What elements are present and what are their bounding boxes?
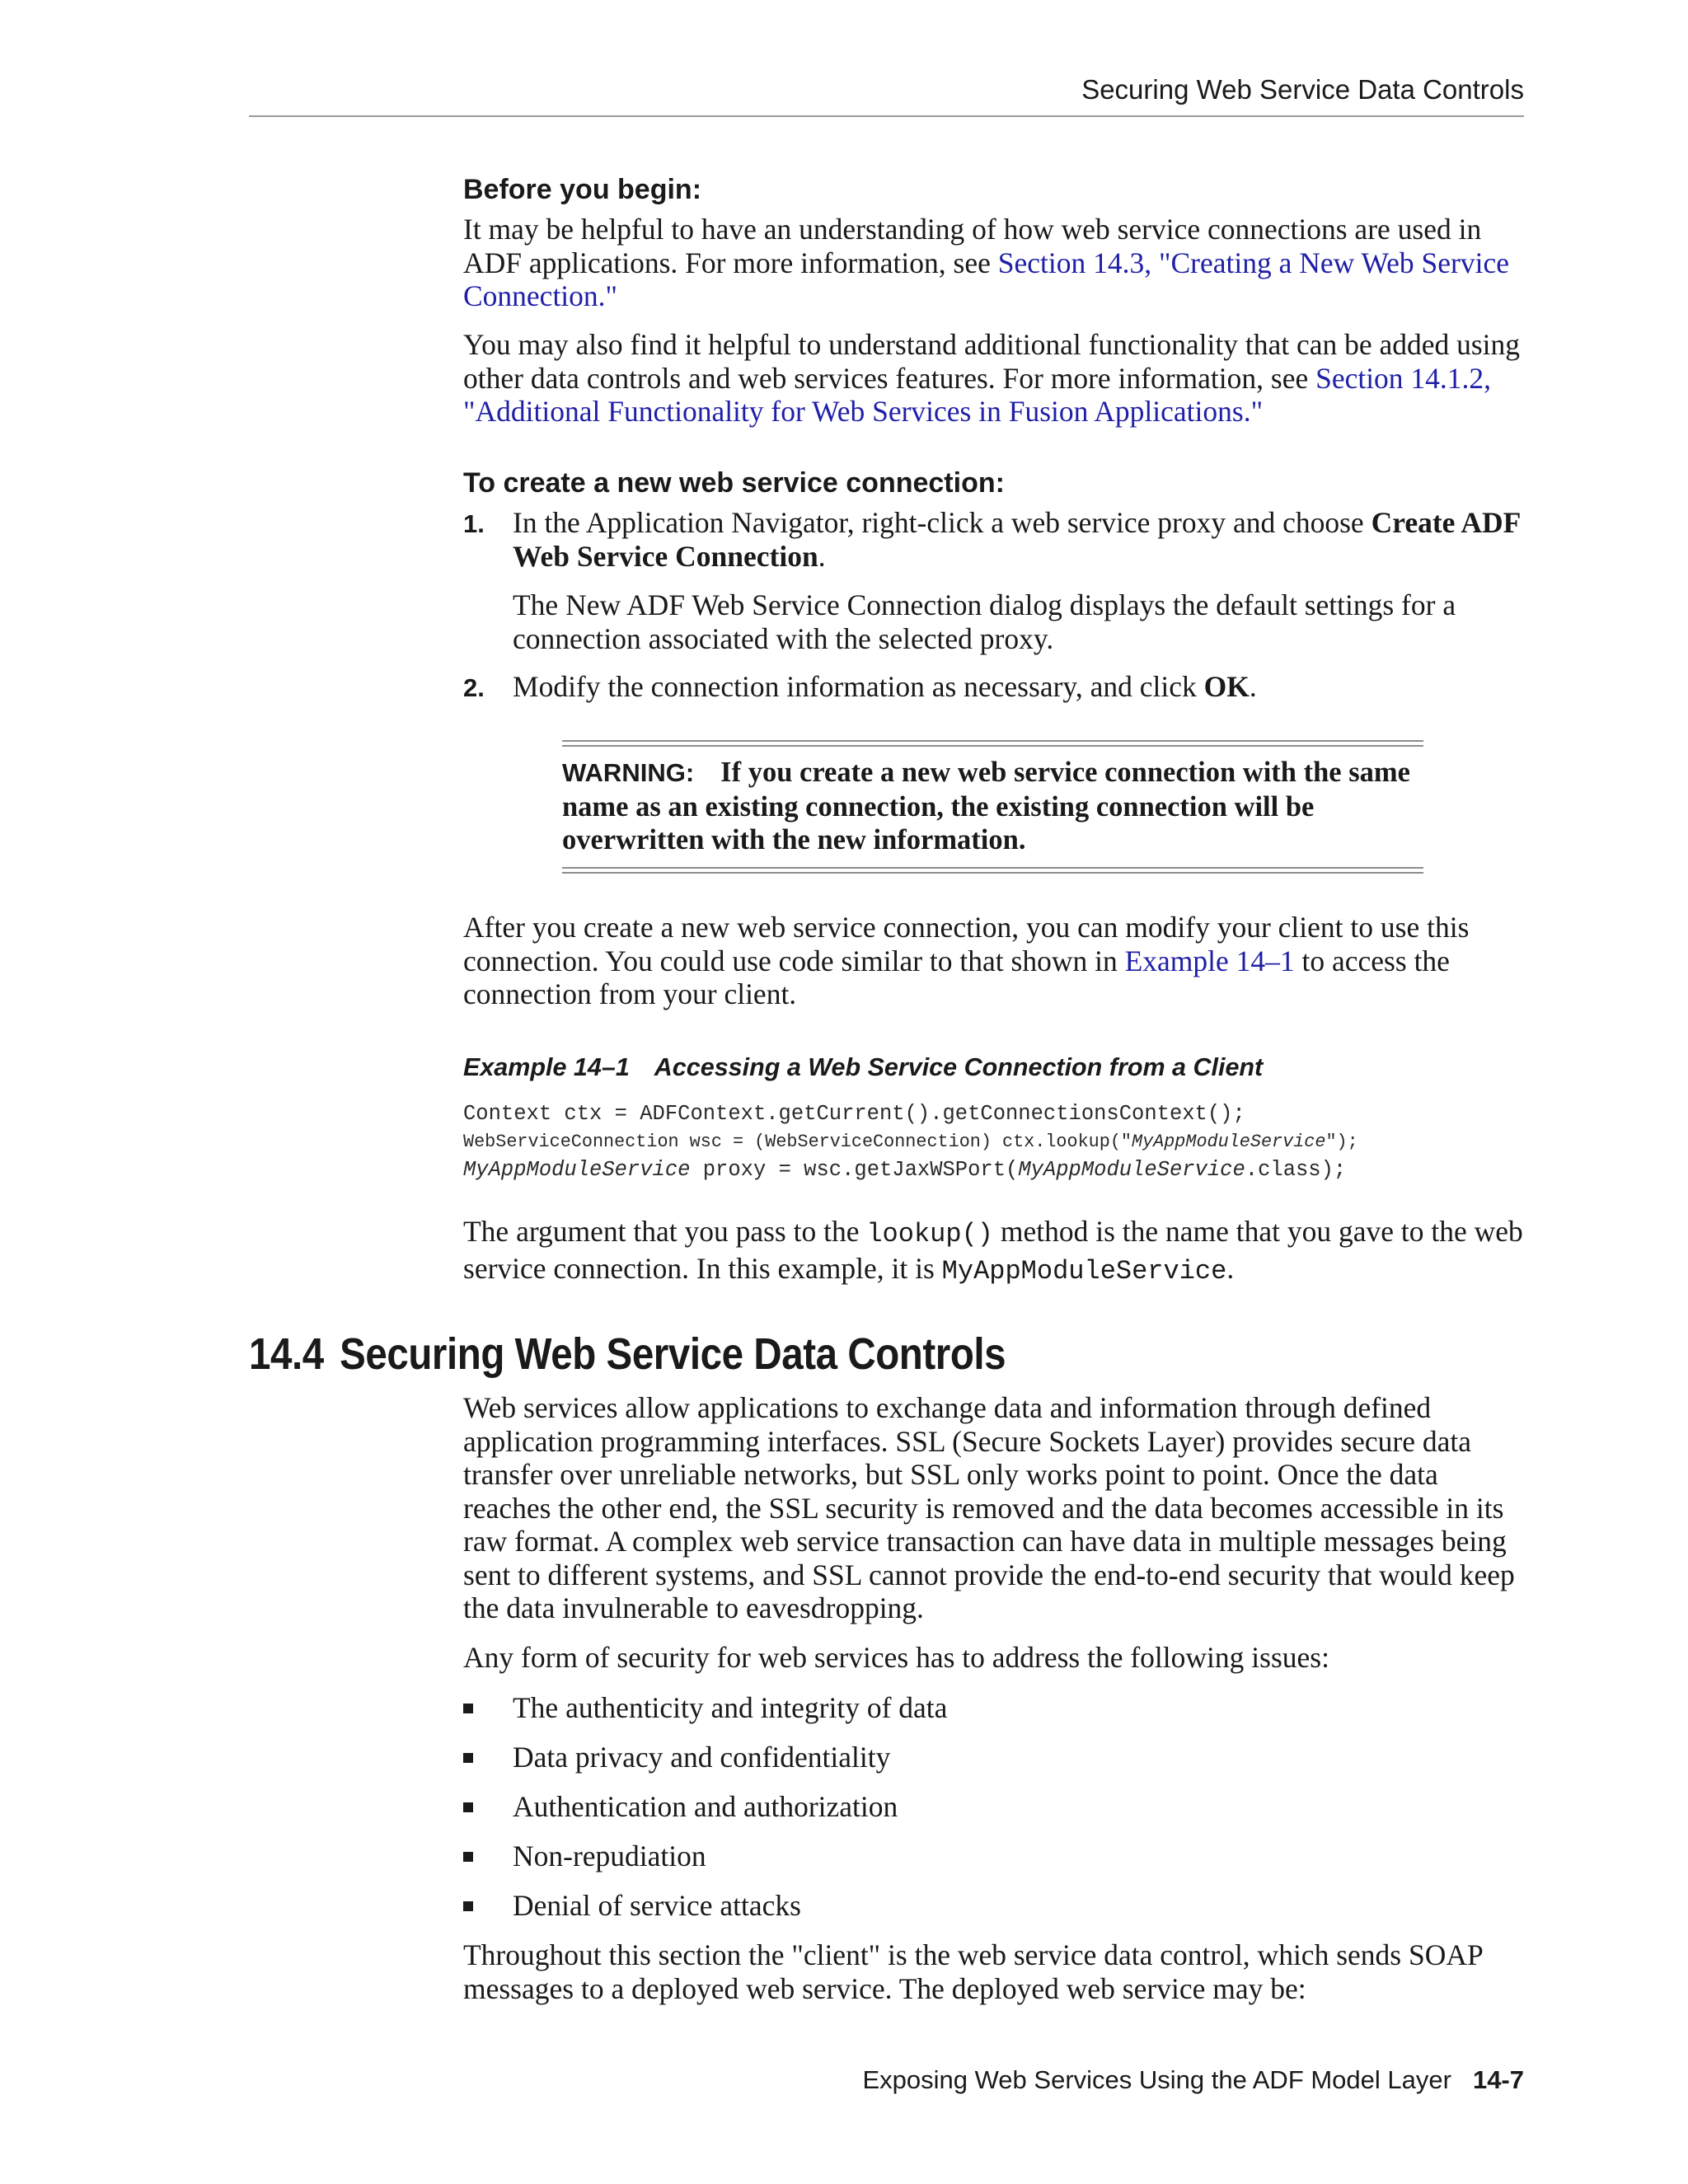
footer-book-title: Exposing Web Services Using the ADF Model Layer bbox=[862, 2065, 1451, 2094]
warning-top-rule bbox=[562, 740, 1423, 747]
ui-command-label: OK bbox=[1203, 670, 1250, 703]
example-caption bbox=[463, 1053, 1263, 1082]
example-number: Example 14–1 bbox=[463, 1053, 630, 1081]
code-segment: proxy = wsc.getJaxWSPort( bbox=[690, 1158, 1019, 1182]
code-segment-italic: MyAppModuleService bbox=[1018, 1158, 1245, 1182]
code-segment: .class); bbox=[1245, 1158, 1347, 1182]
bullet-item: Authentication and authorization bbox=[513, 1790, 898, 1823]
step-end: . bbox=[818, 539, 826, 573]
bullet-item: Denial of service attacks bbox=[513, 1889, 801, 1922]
warning-label: WARNING: bbox=[562, 758, 695, 787]
code-line-3 bbox=[463, 1158, 1346, 1182]
paragraph-text: The argument that you pass to the bbox=[463, 1215, 867, 1248]
inline-code: lookup() bbox=[866, 1219, 993, 1249]
bullet-item: The authenticity and integrity of data bbox=[513, 1691, 948, 1724]
section-paragraph-3: Throughout this section the "client" is the web service data control, which sends SOAP messages to a deployed web service. The deployed web service may be: bbox=[463, 1938, 1483, 2005]
paragraph-text: After you create a new web service connection, you can modify your client to use this connection. You could use code similar to that shown in bbox=[463, 911, 1470, 977]
example-title: Accessing a Web Service Connection from a Client bbox=[654, 1053, 1264, 1081]
code-segment: WebServiceConnection wsc = (WebServiceConnection) ctx.lookup(" bbox=[463, 1132, 1132, 1152]
code-segment-italic: MyAppModuleService bbox=[463, 1158, 691, 1182]
paragraph-text: You may also find it helpful to understand additional functionality that can be added using other data controls and web services features. For more information, see bbox=[463, 328, 1521, 395]
bullet-item: Data privacy and confidentiality bbox=[513, 1741, 891, 1774]
step-text: In the Application Navigator, right-click a web service proxy and choose bbox=[513, 506, 1372, 539]
section-paragraph-2: Any form of security for web services has to address the following issues: bbox=[463, 1641, 1329, 1674]
warning-note bbox=[562, 756, 1423, 857]
after-create-paragraph bbox=[463, 911, 1526, 1011]
step-2-number: 2. bbox=[463, 673, 485, 702]
step-1-text bbox=[513, 506, 1535, 573]
warning-text: If you create a new web service connection with the same name as an existing connection, the existing connection will be overwritten with the new information. bbox=[562, 757, 1410, 855]
code-line-1: Context ctx = ADFContext.getCurrent().getConnectionsContext(); bbox=[463, 1102, 1245, 1126]
argument-paragraph bbox=[463, 1215, 1526, 1288]
section-heading bbox=[249, 1329, 1006, 1380]
before-you-begin-heading: Before you begin: bbox=[463, 174, 702, 205]
ui-command-label: Create ADF Web Service Connection bbox=[513, 506, 1520, 573]
step-1-note: The New ADF Web Service Connection dialog displays the default settings for a connection associated with the selected proxy. bbox=[513, 588, 1456, 655]
step-text: Modify the connection information as necessary, and click bbox=[513, 670, 1204, 703]
link-section-14-1-2[interactable]: Section 14.1.2, "Additional Functionality for Web Services in Fusion Applications." bbox=[463, 361, 1492, 428]
bullet-marker bbox=[463, 1704, 473, 1713]
running-header: Securing Web Service Data Controls bbox=[1081, 74, 1524, 105]
step-end: . bbox=[1249, 670, 1257, 703]
footer-page-number: 14-7 bbox=[1472, 2065, 1524, 2094]
code-segment: "); bbox=[1325, 1132, 1358, 1152]
step-1-number: 1. bbox=[463, 509, 485, 538]
section-number: 14.4 bbox=[249, 1329, 324, 1379]
paragraph-text: method is the name that you gave to the web service connection. In this example, it is bbox=[463, 1215, 1523, 1285]
link-section-14-3[interactable]: Section 14.3, "Creating a New Web Service Connection." bbox=[463, 246, 1509, 312]
code-line-2 bbox=[463, 1132, 1358, 1152]
code-segment-italic: MyAppModuleService bbox=[1131, 1132, 1326, 1152]
step-2-text bbox=[513, 670, 1535, 704]
bullet-marker bbox=[463, 1753, 473, 1763]
paragraph-text: . bbox=[1226, 1251, 1235, 1285]
before-you-begin-paragraph-2 bbox=[463, 328, 1526, 429]
warning-bottom-rule bbox=[562, 867, 1423, 874]
bullet-marker bbox=[463, 1901, 473, 1911]
bullet-marker bbox=[463, 1802, 473, 1812]
link-example-14-1[interactable]: Example 14–1 bbox=[1124, 944, 1295, 977]
section-title: Securing Web Service Data Controls bbox=[340, 1329, 1006, 1379]
inline-code: MyAppModuleService bbox=[941, 1255, 1227, 1286]
paragraph-text: to access the connection from your client. bbox=[463, 944, 1450, 1010]
header-divider bbox=[249, 115, 1524, 117]
bullet-item: Non-repudiation bbox=[513, 1840, 706, 1872]
page-footer bbox=[862, 2065, 1524, 2095]
section-paragraph-1: Web services allow applications to exchange data and information through defined application programming interfaces. SSL (Secure Sockets Layer) provides secure data transfer over unreliable networks, but SSL only works point to point. Once the data reaches the other end, the SSL security is removed and the data becomes accessible in its raw format. A complex web service transaction can have data in multiple messages being sent to different systems, and SSL cannot provide the end-to-end security that would keep the data invulnerable to eavesdropping. bbox=[463, 1391, 1515, 1624]
bullet-marker bbox=[463, 1852, 473, 1862]
before-you-begin-paragraph-1 bbox=[463, 213, 1526, 313]
paragraph-text: It may be helpful to have an understanding of how web service connections are used in ADF applications. For more information, see bbox=[463, 213, 1482, 279]
procedure-heading: To create a new web service connection: bbox=[463, 467, 1005, 499]
